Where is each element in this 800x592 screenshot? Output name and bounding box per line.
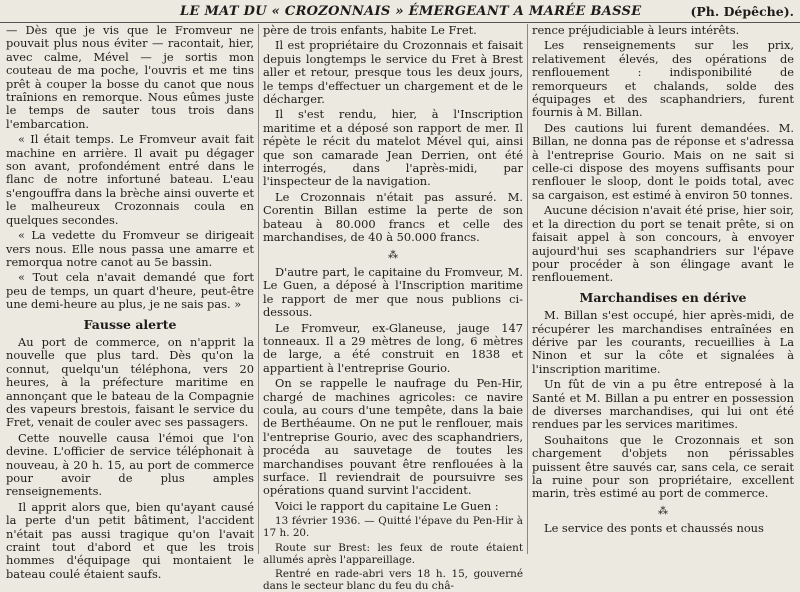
paragraph: Les renseignements sur les prix, relativement élevés, des opérations de renflouement : indisponibilité de remorqueurs et chalands, solde des équipages et des scaphandriers, furent fournis à M. Billan. — [532, 38, 794, 120]
section-separator: ⁂ — [388, 249, 398, 261]
paragraph: « Tout cela n'avait demandé que fort peu de temps, un quart d'heure, peut-être une demi-heure au plus, je ne sais pas. » — [6, 270, 254, 312]
paragraph: Souhaitons que le Crozonnais et son chargement d'objets non périssables puissent être sauvés car, sans cela, ce serait la ruine pour son propriétaire, excellent marin, très estimé au port de commerce. — [532, 432, 794, 501]
paragraph: Des cautions lui furent demandées. M. Billan, ne donna pas de réponse et s'adressa à l'entreprise Gourio. Mais on ne sait si celle-ci dispose des moyens suffisants pour renflouer le sloop, dont le poids total, avec sa cargaison, est estimé à environ 50 tonnes. — [532, 120, 794, 202]
photo-credit: (Ph. Dépêche). — [690, 4, 794, 19]
article-column-1 — [6, 23, 254, 581]
report-paragraph: Rentré en rade-abri vers 18 h. 15, gouverné dans le secteur blanc du feu du châ- — [263, 568, 523, 592]
paragraph: Aucune décision n'avait été prise, hier soir, et la direction du port se tenait prête, si on faisait appel à son concours, à envoyer aujourd'hui ses scaphandriers sur l'épave pour procéder à son élingage avant le renflouement. — [532, 203, 794, 285]
paragraph: M. Billan s'est occupé, hier après-midi, de récupérer les marchandises entraînées en dérive par les courants, recueillies à La Ninon et sur la côte et signalées à l'inscription maritime. — [532, 308, 794, 376]
section-heading: Fausse alerte — [83, 316, 177, 332]
paragraph: Un fût de vin a pu être entreposé à la Santé et M. Billan a pu entrer en possession de diverses marchandises, qui lui ont été rendues par les services maritimes. — [532, 377, 794, 432]
article-column-2 — [263, 23, 523, 592]
paragraph: — Dès que je vis que le Fromveur ne pouvait plus nous éviter — racontait, hier, avec calme, Mével — je sortis mon couteau de ma poche, l'ouvris et me tins prêt à couper la bosse du canot que nous traînions en remorque. Nous eûmes juste le temps de sauter tous trois dans l'embarcation. — [6, 23, 254, 131]
paragraph: Au port de commerce, on n'apprit la nouvelle que plus tard. Dès qu'on la connut, quelqu'un téléphona, vers 20 heures, à la préfecture maritime en annonçant que le bateau de la Compagnie des vapeurs brestois, faisant le service du Fret, venait de couler avec ses passagers. — [6, 334, 254, 430]
photo-caption-bar — [0, 0, 800, 23]
paragraph: « Il était temps. Le Fromveur avait fait machine en arrière. Il avait pu dégager son avant, profondément entré dans le flanc de notre infortuné bateau. L'eau s'engouffra dans la brèche ainsi ouverte et le malheureux Crozonnais coula en quelques secondes. — [6, 132, 254, 227]
column-divider — [527, 24, 528, 554]
paragraph: père de trois enfants, habite Le Fret. — [263, 23, 477, 37]
paragraph: « La vedette du Fromveur se dirigeait vers nous. Elle nous passa une amarre et remorqua notre canot au 5e bassin. — [6, 228, 254, 269]
paragraph: D'autre part, le capitaine du Fromveur, M. Le Guen, a déposé à l'Inscription maritime le rapport de mer que nous publions ci-dessous. — [263, 264, 523, 320]
paragraph: On se rappelle le naufrage du Pen-Hir, chargé de machines agricoles: ce navire coula, au cours d'une tempête, dans la baie de Berthéaume. On ne put le renflouer, mais l'entreprise Gourio, avec des scaphandriers, procéda au sauvetage de toutes les marchandises pouvant être renflouées à la surface. Il reviendrait de poursuivre ses opérations quand survint l'accident. — [263, 376, 523, 498]
paragraph: Le Fromveur, ex-Glaneuse, jauge 147 tonneaux. Il a 29 mètres de long, 6 mètres de large, a été construit en 1838 et appartient à l'entreprise Gourio. — [263, 320, 523, 375]
report-paragraph: 13 février 1936. — Quitté l'épave du Pen-Hir à 17 h. 20. — [263, 515, 523, 540]
section-heading: Marchandises en dérive — [579, 289, 747, 305]
report-paragraph: Route sur Brest: les feux de route étaient allumés après l'appareillage. — [263, 541, 523, 566]
paragraph: Le service des ponts et chaussés nous — [544, 521, 764, 536]
article-column-3 — [532, 24, 794, 554]
section-separator: ⁂ — [658, 505, 668, 517]
column-divider — [258, 24, 259, 554]
paragraph: Le Crozonnais n'était pas assuré. M. Corentin Billan estime la perte de son bateau à 80.000 francs et celle des marchandises, de 40 à 50.000 francs. — [263, 189, 523, 245]
paragraph: Il est propriétaire du Crozonnais et faisait depuis longtemps le service du Fret à Brest aller et retour, presque tous les deux jours, le temps d'effectuer un chargement et de le décharger. — [263, 38, 523, 107]
paragraph: Il s'est rendu, hier, à l'Inscription maritime et a déposé son rapport de mer. Il répète le récit du matelot Mével qui, ainsi que son camarade Jean Derrien, ont été interrogés, dans l'après-midi, par l'inspecteur de la navigation. — [263, 107, 523, 189]
caption-title: LE MAT DU « CROZONNAIS » ÉMERGEANT A MARÉE BASSE — [180, 4, 642, 19]
paragraph: Il apprit alors que, bien qu'ayant causé la perte d'un petit bâtiment, l'accident n'était pas aussi tragique qu'on l'avait craint tout d'abord et que les trois hommes d'équipage qui montaient le bateau coulé étaient saufs. — [6, 499, 254, 581]
paragraph: Voici le rapport du capitaine Le Guen : — [275, 498, 499, 513]
paragraph: rence préjudiciable à leurs intérêts. — [532, 23, 740, 37]
paragraph: Cette nouvelle causa l'émoi que l'on devine. L'officier de service téléphonait à nouveau, à 20 h. 15, au port de commerce pour avoir de plus amples renseignements. — [6, 430, 254, 499]
